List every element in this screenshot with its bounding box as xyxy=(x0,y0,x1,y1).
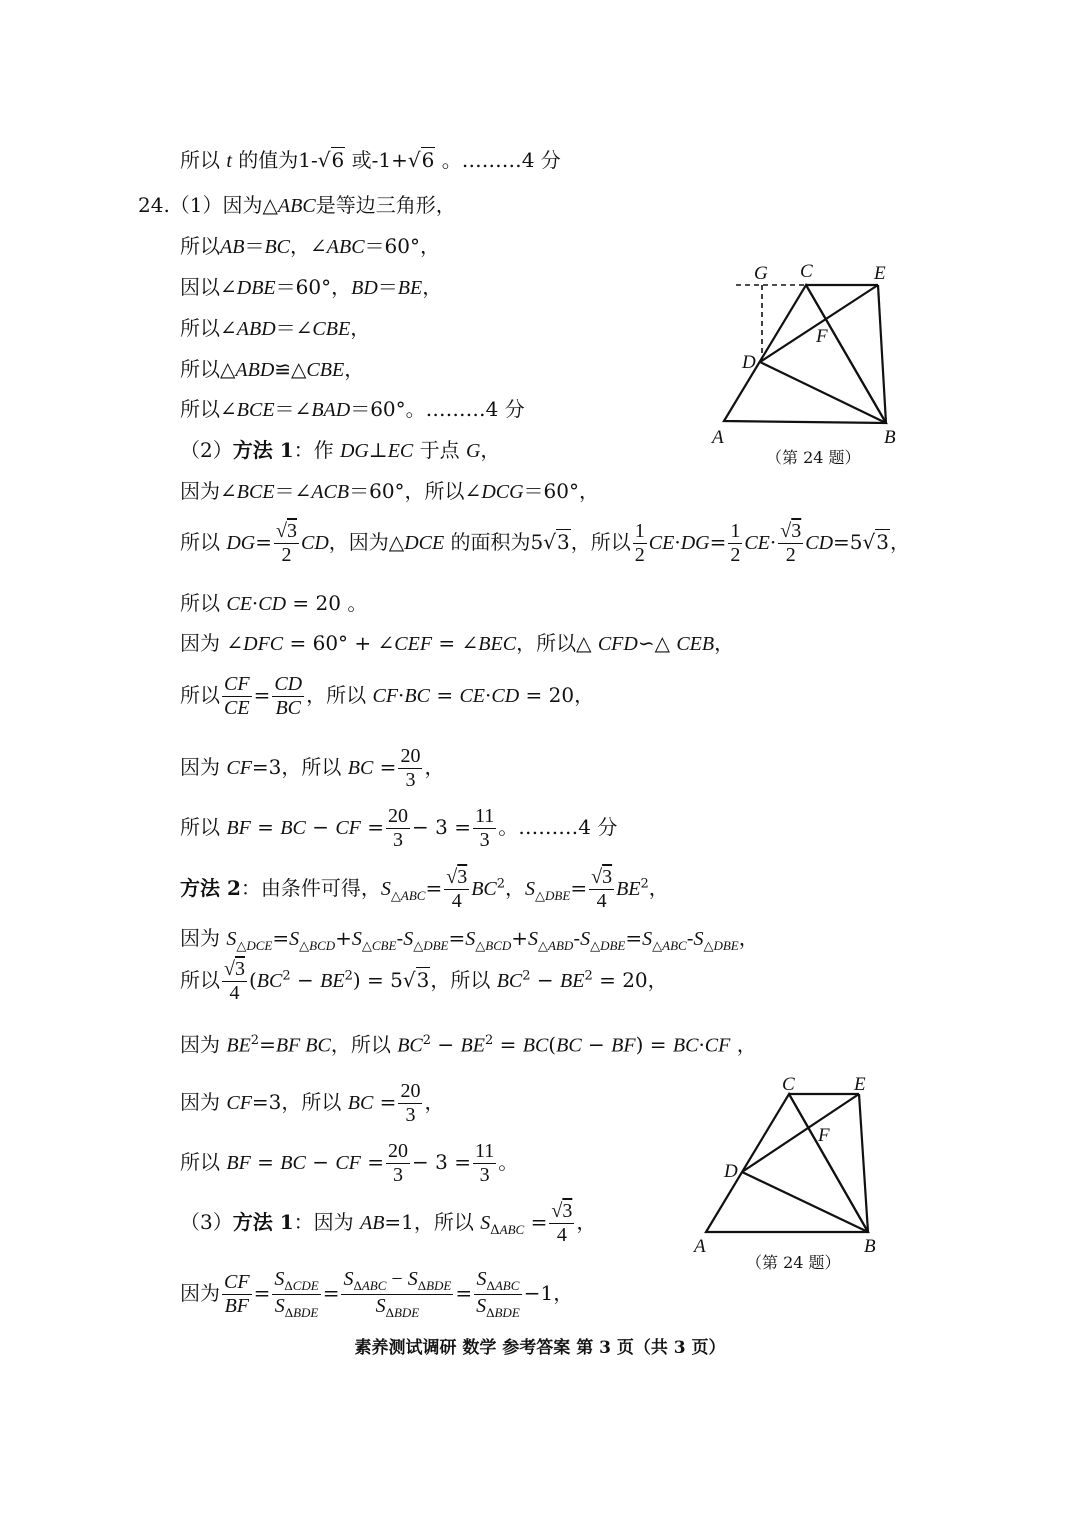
fig2-label-d: D xyxy=(724,1161,738,1182)
line-12: 因为 ∠DFC = 60° + ∠CEF = ∠BEC，所以△ CFD∽△ CEB， xyxy=(180,631,735,655)
fig1-label-d: D xyxy=(742,352,756,373)
fig2-label-a: A xyxy=(694,1236,706,1257)
fig1-label-f: F xyxy=(816,326,828,347)
line-18: 所以 $\frac{√3}{4}$ $(BC^2 - BE^2) = 5√3$，所以 $BC^2 - BE^2 = 20$， xyxy=(180,958,668,1004)
fig1-label-c: C xyxy=(800,261,813,282)
page-footer: 素养测试调研 数学 参考答案 第 3 页（共 3 页） xyxy=(354,1338,726,1358)
fig1-label-e: E xyxy=(874,263,886,284)
line-14: 因为 CF=3，所以 BC = $\frac{20}{3}$ ， xyxy=(180,745,445,791)
line-6: 所以△ABD≌△CBE， xyxy=(180,357,365,381)
fig2-label-f: F xyxy=(818,1125,830,1146)
fig1-label-g: G xyxy=(754,263,768,284)
line-16: 方法 2：由条件可得，$S_{\triangle ABC}=$ $\frac{√3}{4}$ $BC^2$，$S_{\triangle DBE}=$ $\frac{√3}{4}$ $BE^2$， xyxy=(180,866,669,912)
line-2: 24.（1）因为△ABC是等边三角形， xyxy=(138,193,456,217)
line-10: 所以 DG= $\frac{√3}{2}$ CD，因为△DCE 的面积为5√3，所以 $\frac{1}{2}$ CE·DG= $\frac{1}{2}$ CE· $\frac{√3}{2}$ CD=5√3， xyxy=(180,520,911,566)
fig2-label-c: C xyxy=(782,1074,795,1095)
line-7: 所以∠BCE＝∠BAD＝60°。………4 分 xyxy=(180,397,525,421)
line-19: 因为 $BE^2=BF$ BC，所以 $BC^2 - BE^2 = BC(BC - BF) = BC\cdot CF$ ， xyxy=(180,1032,757,1057)
line-3: 所以AB＝BC，∠ABC＝60°， xyxy=(180,234,440,258)
line-9: 因为∠BCE＝∠ACB＝60°，所以∠DCG＝60°， xyxy=(180,479,599,503)
line-1: 所以 t 的值为1-√6 或-1+√6 。………4 分 xyxy=(180,148,561,172)
line-11: 所以 CE·CD = 20 。 xyxy=(180,591,368,615)
line-8: （2）方法 1：作 DG⊥EC 于点 G， xyxy=(180,438,501,462)
line-21: 所以 BF = BC − CF = $\frac{20}{3}$ − 3 = $\frac{11}{3}$ 。 xyxy=(180,1140,519,1186)
fig2-label-e: E xyxy=(854,1074,866,1095)
line-17: 因为 $S_{\triangle DCE}=S_{\triangle BCD}+S_{\triangle CBE}-S_{\triangle DBE}=S_{\triangle BCD}+S_{\triangle ABD}-S_{\triangle DBE}=S_{\triangle ABC}-S_{\triangle DBE}$， xyxy=(180,926,759,954)
fig1-caption: （第 24 题） xyxy=(766,448,861,467)
line-23: 因为 $\frac{CF}{BF}$ = $\frac{S_{\Delta CDE}}{S_{\Delta BDE}}$ = $\frac{S_{\Delta ABC} - S_{\Delta BDE}}{S_{\Delta BDE}}$ = $\frac{S_{\Delta ABC}}{S_{\Delta BDE}}$ −1， xyxy=(180,1268,574,1320)
line-22: （3）方法 1：因为 AB=1，所以 $S_{\Delta ABC}$ = $\frac{√3}{4}$ ， xyxy=(180,1200,597,1246)
line-13: 所以 $\frac{CF}{CE}$ = $\frac{CD}{BC}$ ，所以 CF·BC = CE·CD = 20， xyxy=(180,673,595,719)
line-15: 所以 BF = BC − CF = $\frac{20}{3}$ − 3 = $\frac{11}{3}$ 。………4 分 xyxy=(180,805,618,851)
line-4: 因以∠DBE＝60°，BD＝BE， xyxy=(180,275,443,299)
figure-24-method1 xyxy=(700,255,910,475)
fig2-label-b: B xyxy=(864,1236,876,1257)
fig1-dashed xyxy=(736,285,806,360)
fig1-label-a: A xyxy=(712,427,724,448)
figure-24-method2 xyxy=(690,1070,900,1280)
line-20: 因为 CF=3，所以 BC = $\frac{20}{3}$ ， xyxy=(180,1080,445,1126)
line-5: 所以∠ABD＝∠CBE， xyxy=(180,316,371,340)
fig2-caption: （第 24 题） xyxy=(746,1253,841,1272)
fig1-label-b: B xyxy=(884,427,896,448)
